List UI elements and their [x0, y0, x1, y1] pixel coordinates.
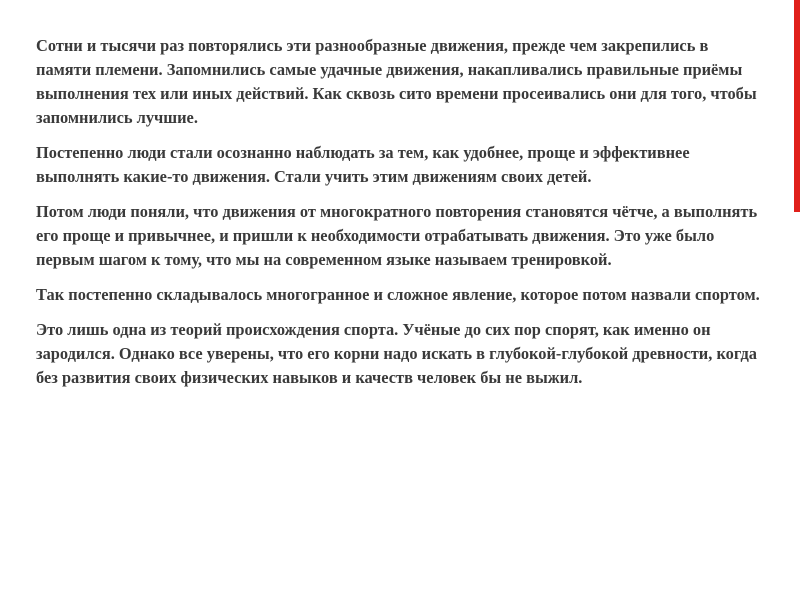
paragraph-1: Сотни и тысячи раз повторялись эти разнообразные движения, прежде чем закрепились в памяти племени. Запомнились самые удачные движения, накапливались правильные приёмы выполнения тех или иных действий. Как сквозь сито времени просеивались они для того, чтобы запомнились лучшие.: [36, 36, 757, 127]
paragraph-5: Это лишь одна из теорий происхождения спорта. Учёные до сих пор спорят, как именно он зародился. Однако все уверены, что его корни надо искать в глубокой-глубокой древности, когда без развития своих физических навыков и качеств человек бы не выжил.: [36, 320, 757, 387]
slide-text-body: [36, 34, 766, 401]
paragraph-4: Так постепенно складывалось многогранное и сложное явление, которое потом назвали спортом.: [36, 285, 760, 304]
accent-bar: [794, 0, 800, 212]
paragraph-2: Постепенно люди стали осознанно наблюдать за тем, как удобнее, проще и эффективнее выполнять какие-то движения. Стали учить этим движениям своих детей.: [36, 143, 690, 186]
paragraph-3: Потом люди поняли, что движения от многократного повторения становятся чётче, а выполнять его проще и привычнее, и пришли к необходимости отрабатывать движения. Это уже было первым шагом к тому, что мы на современном языке называем тренировкой.: [36, 202, 758, 269]
